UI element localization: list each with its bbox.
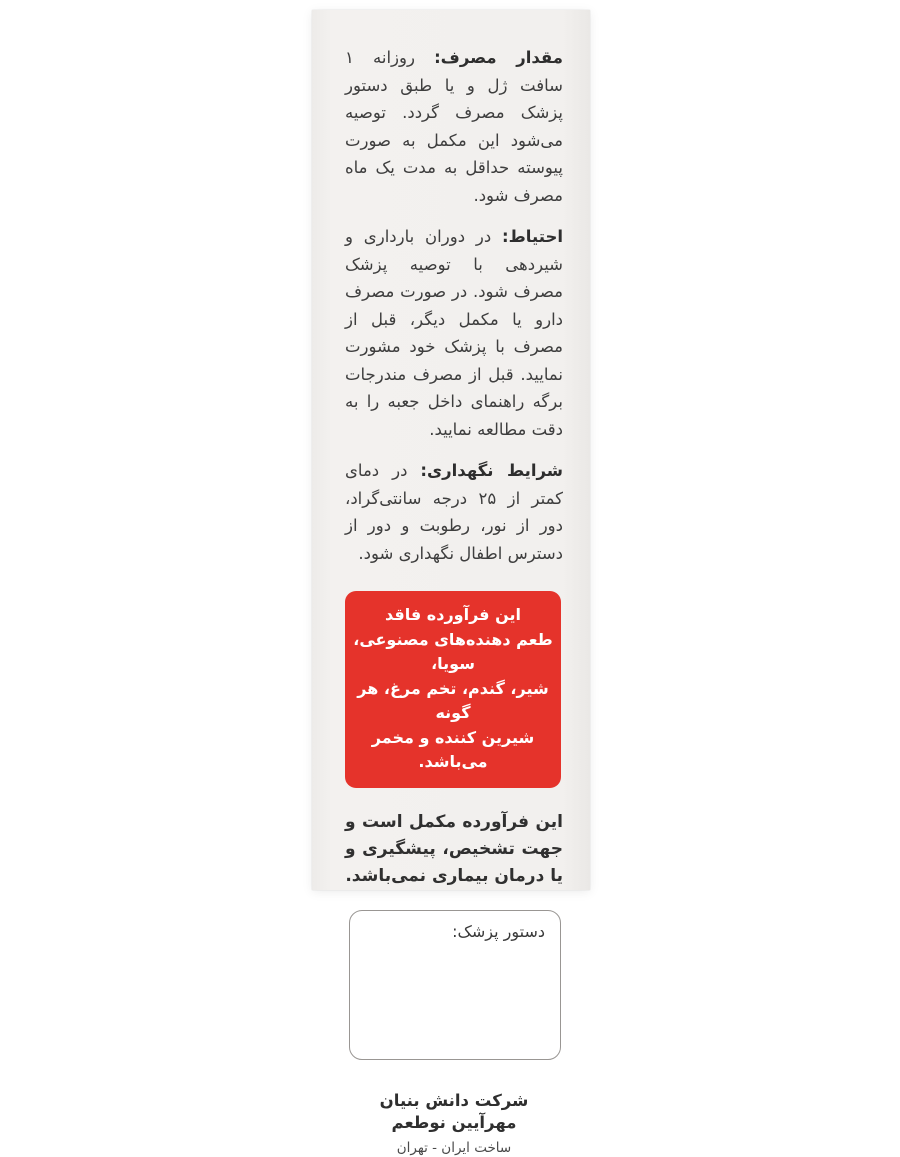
allergen-free-line-3: شیر، گندم، تخم مرغ، هر گونه xyxy=(357,678,549,722)
prescription-box-label: دستور پزشک: xyxy=(452,921,545,941)
caution-section xyxy=(345,223,563,443)
panel-content xyxy=(312,10,590,1156)
manufacturer-footer xyxy=(345,1090,563,1157)
storage-section xyxy=(345,457,563,567)
country-of-origin: ساخت ایران - تهران xyxy=(396,1139,512,1156)
supplement-disclaimer: این فرآورده مکمل است و جهت تشخیص، پیشگیری و یا درمان بیماری نمی‌باشد. xyxy=(345,811,563,886)
allergen-free-line-1: این فرآورده فاقد xyxy=(385,605,521,624)
storage-section-body: در دمای کمتر از ۲۵ درجه سانتی‌گراد، دور از نور، رطوبت و دور از دسترس اطفال نگهداری شود. xyxy=(345,461,563,563)
company-name: شرکت دانش بنیان مهرآیین نوطعم xyxy=(379,1090,529,1132)
dosage-section-body: روزانه ۱ سافت ژل و یا طبق دستور پزشک مصرف گردد. توصیه می‌شود این مکمل به صورت پیوسته حداقل به مدت یک ماه مصرف شود. xyxy=(345,48,563,205)
dosage-section xyxy=(345,44,563,209)
dosage-section-title: مقدار مصرف: xyxy=(434,48,563,67)
allergen-free-line-2: طعم دهنده‌های مصنوعی، سویا، xyxy=(353,629,553,673)
storage-section-title: شرایط نگهداری: xyxy=(420,461,563,480)
prescription-box xyxy=(349,910,561,1060)
allergen-free-line-4: شیرین کننده و مخمر می‌باشد. xyxy=(371,727,535,771)
caution-section-title: احتیاط: xyxy=(502,227,563,246)
caution-section-body: در دوران بارداری و شیردهی با توصیه پزشک مصرف شود. در صورت مصرف دارو یا مکمل دیگر، قبل از مصرف با پزشک خود مشورت نمایید. قبل از مصرف مندرجات برگه راهنمای داخل جعبه را به دقت مطالعه نمایید. xyxy=(345,227,563,439)
package-side-panel xyxy=(312,10,590,1156)
allergen-free-box xyxy=(345,591,561,788)
